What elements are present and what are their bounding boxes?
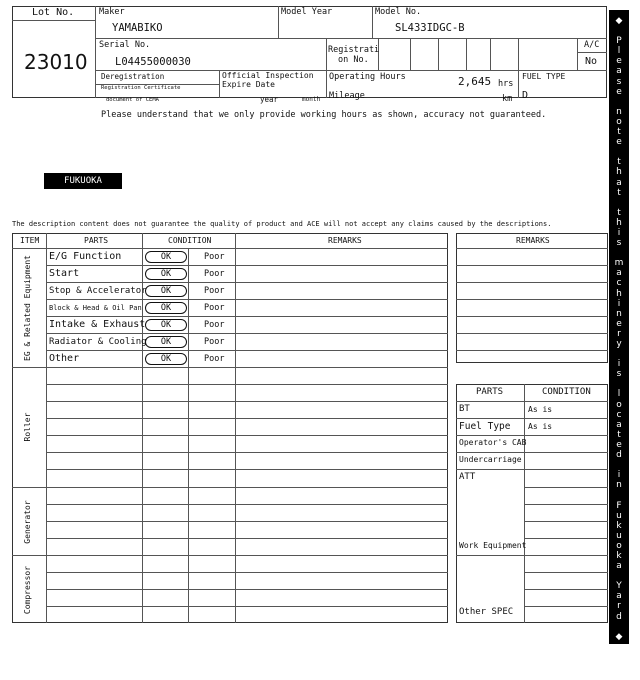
eg-row-part: Block & Head & Oil Pan [49, 304, 142, 312]
poor-option: Poor [204, 303, 225, 313]
model-no-label: Model No. [375, 7, 422, 17]
col-condition: CONDITION [168, 236, 212, 245]
lot-number: 23010 [24, 50, 88, 74]
sidebar-char: t [617, 127, 621, 138]
ok-mark: OK [145, 251, 187, 263]
notice-text: Please understand that we only provide working hours as shown, accuracy not guaranteed. [101, 110, 547, 120]
right-condition-label: CONDITION [542, 387, 591, 397]
sidebar-char: d [616, 611, 622, 622]
eg-row-part: Radiator & Cooling [49, 337, 147, 347]
sidebar-char [609, 349, 629, 359]
fuel-type-label: FUEL TYPE [522, 72, 566, 81]
sidebar-char: r [617, 601, 621, 612]
sidebar-char: e [616, 439, 622, 450]
eg-row-part: Start [49, 268, 80, 279]
sidebar-char [609, 622, 629, 632]
ok-mark: OK [145, 302, 187, 314]
sidebar-char: e [616, 86, 622, 97]
right-parts-label: PARTS [476, 387, 504, 397]
sidebar-char [609, 26, 629, 36]
eg-row-part: E/G Function [49, 251, 122, 262]
sidebar-char: e [616, 56, 622, 67]
ok-mark: OK [145, 319, 187, 331]
sidebar-char: Y [616, 581, 622, 592]
location-badge-text: FUKUOKA [64, 176, 102, 186]
col-item: ITEM [20, 236, 40, 245]
lot-label: Lot No. [32, 7, 75, 18]
ok-mark: OK [145, 353, 187, 365]
sidebar-char: t [617, 157, 621, 168]
sidebar-char: d [616, 450, 622, 461]
inspection-label: Official Inspection [222, 71, 314, 80]
sidebar-char [609, 460, 629, 470]
maker-label: Maker [99, 7, 125, 17]
work-equipment-label: Work Equipment [459, 541, 527, 550]
right-part: ATT [459, 472, 476, 482]
ac-label: A/C [584, 40, 600, 50]
month-label: month [302, 96, 321, 103]
eg-row-part: Stop & Accelerator [49, 286, 147, 296]
sidebar-char: ◆ [615, 16, 623, 26]
section-roller-label: Roller [23, 412, 32, 442]
sidebar-char: h [616, 217, 622, 228]
sidebar-char: o [616, 116, 622, 127]
poor-option: Poor [204, 269, 225, 279]
sidebar-char: a [616, 561, 622, 572]
poor-option: Poor [204, 320, 225, 330]
sidebar-char: m [614, 258, 624, 269]
sidebar-char: h [616, 288, 622, 299]
poor-option: Poor [204, 252, 225, 262]
km-label: km [502, 94, 513, 104]
sidebar-char: u [616, 530, 622, 541]
operating-hours-value: 2,645 [458, 75, 492, 88]
serial-label: Serial No. [99, 40, 151, 50]
sidebar-char: u [616, 510, 622, 521]
ac-value: No [585, 56, 598, 67]
sidebar-char: t [617, 207, 621, 218]
sidebar-char: o [616, 540, 622, 551]
sidebar-char: ◆ [615, 631, 623, 642]
sidebar-char: i [617, 359, 621, 370]
poor-option: Poor [204, 337, 225, 347]
sidebar-char: t [617, 187, 621, 198]
right-part: Fuel Type [459, 421, 511, 432]
deregistration-label: Deregistration [101, 72, 165, 81]
sidebar-char [609, 248, 629, 258]
eg-row-part: Other [49, 353, 80, 364]
sidebar-char: s [616, 238, 622, 249]
section-compressor-label: Compressor [23, 565, 32, 615]
sidebar-char [609, 97, 629, 107]
sidebar-char: n [616, 480, 622, 491]
sidebar-char: n [616, 106, 622, 117]
fuel-type-value: D [522, 90, 529, 101]
sidebar-char: e [616, 137, 622, 148]
sidebar-char [609, 147, 629, 157]
sidebar-char: k [616, 520, 622, 531]
sidebar-char [609, 490, 629, 500]
hrs-label: hrs [498, 79, 514, 89]
right-remarks-table [456, 233, 608, 363]
right-condition: As is [528, 405, 553, 414]
section-eg-label: EG & Related Equipment [23, 255, 32, 361]
sidebar-char: c [616, 409, 622, 420]
sidebar-char: a [616, 419, 622, 430]
sidebar-text [609, 10, 629, 642]
poor-option: Poor [204, 286, 225, 296]
poor-option: Poor [204, 354, 225, 364]
registration-certificate-label: Registration Certificate [101, 85, 181, 91]
sidebar-char: a [616, 177, 622, 188]
col-parts: PARTS [84, 236, 109, 245]
model-no-value: SL433IDGC-B [395, 22, 465, 34]
sidebar-char: i [617, 227, 621, 238]
location-notice-sidebar [609, 10, 629, 644]
cema-label: document of CEMA [106, 97, 159, 103]
sidebar-char: h [616, 167, 622, 178]
ok-mark: OK [145, 268, 187, 280]
mileage-label: Mileage [329, 91, 365, 101]
maker-value: YAMABIKO [112, 22, 163, 34]
sidebar-char: n [616, 308, 622, 319]
sidebar-char: o [616, 399, 622, 410]
right-remarks-label: REMARKS [516, 236, 550, 245]
sidebar-char: r [617, 328, 621, 339]
sidebar-char: s [616, 76, 622, 87]
ok-mark: OK [145, 336, 187, 348]
location-badge [44, 173, 122, 189]
sidebar-char: l [617, 46, 621, 57]
sidebar-char [609, 198, 629, 208]
registration-label: Registrati [328, 45, 380, 55]
right-part: Undercarriage [459, 455, 522, 464]
operating-hours-label: Operating Hours [329, 72, 406, 82]
sidebar-char: c [616, 278, 622, 289]
section-generator-label: Generator [23, 500, 32, 544]
sidebar-char: s [616, 369, 622, 380]
sidebar-char: i [617, 298, 621, 309]
inspection-label-2: Expire Date [222, 80, 275, 89]
right-condition: As is [528, 422, 553, 431]
sidebar-char: P [616, 36, 622, 47]
sidebar-char: F [616, 500, 622, 511]
right-part: Operator's CAB [459, 438, 527, 447]
disclaimer-text: The description content does not guarantee the quality of product and ACE will not accept any claims caused by the descriptions. [12, 220, 552, 228]
sidebar-char: a [616, 591, 622, 602]
sidebar-char: k [616, 550, 622, 561]
right-part: BT [459, 404, 470, 414]
sidebar-char: a [616, 66, 622, 77]
sidebar-char [609, 571, 629, 581]
ok-mark: OK [145, 285, 187, 297]
sidebar-char: t [617, 429, 621, 440]
other-spec-label: Other SPEC [459, 607, 514, 617]
sidebar-char: y [616, 339, 622, 349]
sidebar-char: l [617, 389, 621, 400]
sidebar-char: e [616, 318, 622, 329]
year-label: year [260, 95, 279, 104]
model-year-label: Model Year [281, 7, 333, 17]
sidebar-char [609, 379, 629, 389]
sidebar-char: i [617, 470, 621, 481]
col-remarks: REMARKS [328, 236, 362, 245]
eg-row-part: Intake & Exhaust [49, 319, 146, 330]
sidebar-char: a [616, 268, 622, 279]
registration-label-2: on No. [338, 55, 369, 65]
serial-value: L04455000030 [115, 56, 191, 68]
